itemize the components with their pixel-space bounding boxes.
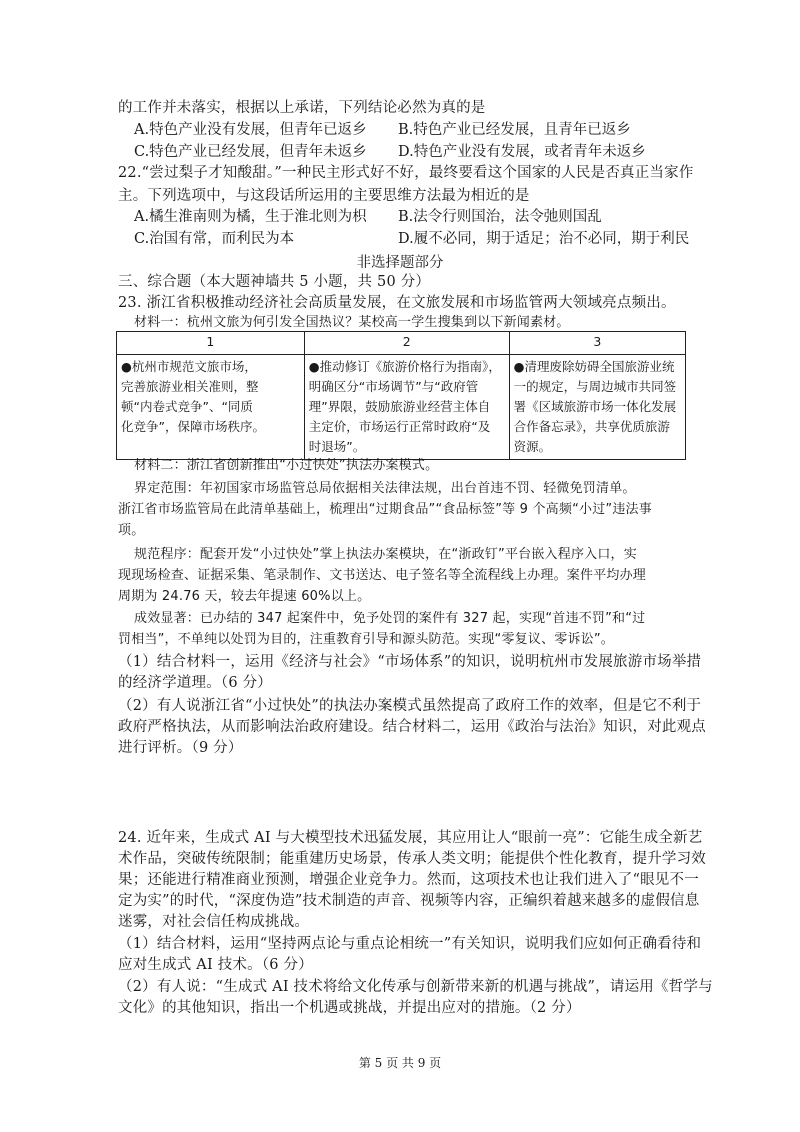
q24-stem-line: 果；还能进行精准商业预测，增强企业竞争力。然而，这项技术也让我们进入了“眼见不一 [118,872,699,888]
table-cell: ●杭州市规范文旅市场， 完善旅游业相关准则，整 顿“内卷式竞争”、“同质 化竞争”，保障市场秩序。 [117,355,305,460]
q23-subquestion-2-cont: 政府严格执法，从而影响法治政府建设。结合材料二，运用《政治与法治》知识，对此观点 [118,719,706,735]
q24-stem-line: 24. 近年来，生成式 AI 与大模型技术迅猛发展，其应用让人“眼前一亮”：它能生成全新艺 [118,830,703,846]
q24-subquestion-2: （2）有人说：“生成式 AI 技术将给文化传承与创新带来新的机遇与挑战”，请运用《哲学与 [118,979,713,995]
q23-subquestion-1: （1）结合材料一，运用《经济与社会》“市场体系”的知识，说明杭州市发展旅游市场举措 [118,654,702,670]
q24-stem-line: 迷雾，对社会信任构成挑战。 [118,914,310,930]
q23-material2-line: 罚相当”，不单纯以处罚为目的，注重教育引导和源头防范。实现“零复议、零诉讼”。 [118,632,615,647]
q23-subquestion-1-cont: 的经济学道理。（6 分） [118,675,272,691]
q23-material2-line: 项。 [118,523,145,538]
q23-material2-line: 界定范围：年初国家市场监管总局依据相关法律法规，出台首违不罚、轻微免罚清单。 [134,481,636,496]
table-row [117,355,686,460]
q22-stem-line1: 22.“尝过梨子才知酸甜。”一种民主形式好不好，最终要看这个国家的人民是否真正当家作 [118,165,694,181]
section-title: 非选择题部分 [356,255,444,271]
table-cell: ●清理废除妨碍全国旅游业统 一的规定，与周边城市共同签 署《区域旅游市场一体化发展 合作备忘录》，共享优质旅游 资源。 [509,355,685,460]
q23-material2-line: 现现场检查、证据采集、笔录制作、文书送达、电子签名等全流程线上办理。案件平均办理 [118,568,647,583]
q23-subquestion-2: （2）有人说浙江省“小过快处”的执法办案模式虽然提高了政府工作的效率，但是它不利于 [118,698,702,714]
q22-option-b: B.法令行则国治，法令弛则国乱 [398,209,602,225]
q23-material2-label: 材料二：浙江省创新推出“小过快处”执法办案模式。 [134,458,439,473]
q23-material2-line: 周期为 24.76 天，较去年提速 60%以上。 [118,589,371,604]
q23-material1-table [116,331,686,460]
q23-material1-label: 材料一：杭州文旅为何引发全国热议？某校高一学生搜集到以下新闻素材。 [134,315,570,330]
q21-stem-tail: 的工作并未落实，根据以上承诺，下列结论必然为真的是 [118,100,486,116]
q24-subquestion-1: （1）结合材料，运用“坚持两点论与重点论相统一”有关知识，说明我们应如何正确看待和 [118,936,702,952]
q22-option-c: C.治国有常，而利民为本 [134,231,295,247]
q21-option-b: B.特色产业已经发展，且青年已返乡 [398,122,631,138]
table-header-row [117,332,686,355]
table-header-cell: 3 [509,332,685,355]
q24-subquestion-1-cont: 应对生成式 AI 技术。（6 分） [118,957,313,973]
q23-material2-line: 规范程序：配套开发“小过快处”掌上执法办案模块，在“浙政钉”平台嵌入程序入口，实 [134,547,637,562]
q22-option-a: A.橘生淮南则为橘，生于淮北则为枳 [134,209,367,225]
q22-option-d: D.履不必同，期于适足；治不必同，期于利民 [398,231,690,247]
page-number: 第 5 页 共 9 页 [358,1056,442,1070]
q24-subquestion-2-cont: 文化》的其他知识，指出一个机遇或挑战，并提出应对的措施。（2 分） [118,1000,581,1016]
q21-option-d: D.特色产业没有发展，或者青年未返乡 [398,144,646,160]
q24-stem-line: 术作品，突破传统限制；能重建历史场景，传承人类文明；能提供个性化教育，提升学习效 [118,851,706,867]
q23-subquestion-2-cont: 进行评析。（9 分） [118,740,243,756]
q24-stem-line: 定为实”的时代，“深度伪造”技术制造的声音、视频等内容，正编织着越来越多的虚假信息 [118,893,700,909]
q21-option-c: C.特色产业已经发展，但青年未返乡 [134,144,367,160]
section-heading: 三、综合题（本大题神墙共 5 小题，共 50 分） [118,274,431,290]
q22-stem-line2: 主。下列选项中，与这段话所运用的主要思维方法最为相近的是 [118,188,530,204]
q21-option-a: A.特色产业没有发展，但青年已返乡 [134,122,367,138]
q23-intro: 23. 浙江省积极推动经济社会高质量发展，在文旅发展和市场监管两大领域亮点频出。 [118,295,676,311]
table-header-cell: 2 [304,332,509,355]
q23-material2-line: 浙江省市场监管局在此清单基础上，梳理出“过期食品”“食品标签”等 9 个高频“小过”违法事 [118,502,652,517]
q23-material2-line: 成效显著：已办结的 347 起案件中，免予处罚的案件有 327 起，实现“首违不罚”和“过 [134,611,646,626]
table-header-cell: 1 [117,332,305,355]
table-cell: ●推动修订《旅游价格行为指南》， 明确区分“市场调节”与“政府管 理”界限，鼓励旅游业经营主体自 主定价，市场运行正常时政府“及 时退场”。 [304,355,509,460]
